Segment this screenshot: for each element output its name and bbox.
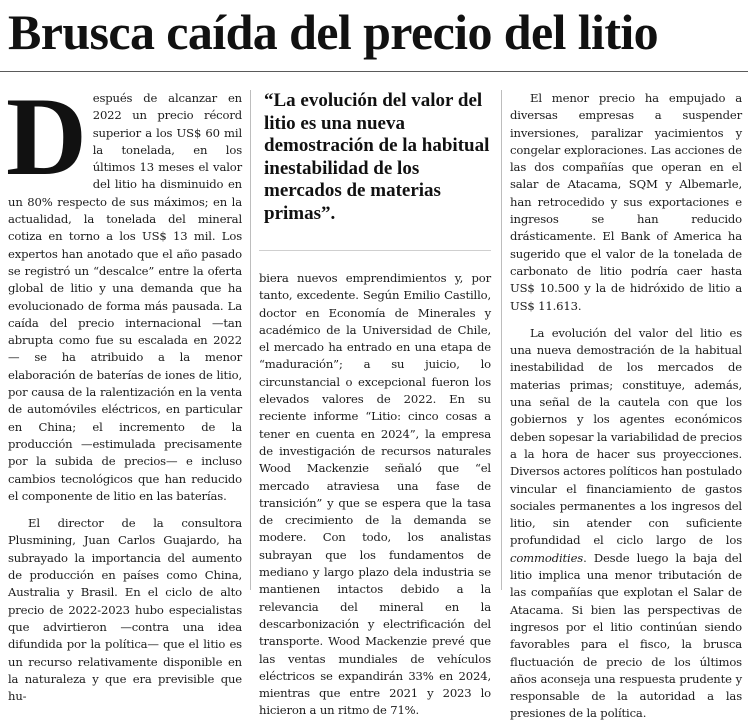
column-divider-1 — [250, 90, 251, 590]
paragraph-1-text: espués de alcanzar en 2022 un precio récord superior a los US$ 60 mil la tonelada, en los últimos 13 meses el valor del litio ha disminuido en un 80% respecto de sus máximos; en la actualidad, la tonelada del mineral cotiza en torno a los US$ 13 mil. Los expertos han anotado que el año pasado se registró un “descalce” entre la oferta global de litio y una demanda que ha evolucionado de forma más pausada. La caída del precio internacional —tan abrupta como fue su escalada en 2022 — se ha atribuido a la menor elaboración de baterías de iones de litio, por causa de la ralentización en la venta de automóviles eléctricos, en particular en China; el incremento de la producción —estimulada precisamente por la subida de precios— e incluso cambios tecnológicos que han reducido el componente de litio en las baterías. — [8, 91, 242, 503]
pull-quote: “La evolución del valor del litio es una nueva demostración de la habitual inestabilidad de los mercados de materias primas”. — [264, 90, 490, 224]
pull-quote-rule — [259, 250, 491, 251]
drop-cap: D — [6, 75, 87, 199]
paragraph-4: El menor precio ha empujado a diversas empresas a suspender inversiones, paralizar yacimientos y congelar exploraciones. Las acciones de las dos compañías que operan en el salar de Atacama, SQM y Albemarle, han retrocedido y sus exportaciones e ingresos se han reducido drásticamente. El Bank of America ha sugerido que el valor de la tonelada de carbonato de litio podría caer hasta US$ 10.500 y la de hidróxido de litio a US$ 11.613. — [510, 91, 742, 313]
column-2 — [259, 270, 491, 718]
paragraph-5-text-b: . Desde luego la baja del litio implica una menor tributación de las compañías que explotan el Salar de Atacama. Si bien las perspectivas de ingresos por el litio continúan siendo favorables para el fisco, la brusca fluctuación de precio de los últimos años aconseja una respuesta prudente y responsable de la autoridad a las presiones de la política. — [510, 550, 742, 721]
paragraph-5-text-a: La evolución del valor del litio es una nueva demostración de la habitual inestabilidad de los mercados de materias primas; constituye, además, una señal de la cautela con que los gobiernos y los agentes económicos deben sopesar la variabilidad de precios a la hora de hacer sus proyecciones. Diversos actores políticos han postulado vincular el financiamiento de gastos sociales permanentes a los ingresos del litio, sin atender con suficiente profundidad el ciclo largo de los — [510, 325, 742, 548]
paragraph-2: El director de la consultora Plusmining, Juan Carlos Guajardo, ha subrayado la importancia del aumento de producción en países como China, Australia y Brasil. En el ciclo de alto precio de 2022-2023 hubo especialistas que advirtieron —contra una idea difundida por la política— que el litio es un recurso relativamente disponible en la naturaleza y que era previsible que hu- — [8, 516, 242, 704]
paragraph-5 — [510, 325, 742, 723]
column-divider-2 — [501, 90, 502, 590]
headline: Brusca caída del precio del litio — [8, 4, 659, 60]
paragraph-3: biera nuevos emprendimientos y, por tanto, excedente. Según Emilio Castillo, doctor en Economía de Minerales y académico de la Universidad de Chile, el mercado ha entrado en una etapa de “maduración”; a su juicio, lo circunstancial o excepcional fueron los elevados valores de 2022. En su reciente informe “Litio: cinco cosas a tener en cuenta en 2024”, la empresa de investigación de recursos naturales Wood Mackenzie señaló que “el mercado atraviesa una fase de transición” y que se espera que la tasa de crecimiento de la demanda se modere. Con todo, los analistas subrayan que los fundamentos de mediano y largo plazo dela industria se mantienen intactos debido a la relevancia del mineral en la descarbonización y electrificación del transporte. Wood Mackenzie prevé que las ventas mundiales de vehículos eléctricos se expandirán 33% en 2024, mientras que entre 2021 y 2023 lo hicieron a un ritmo de 71%. — [259, 271, 491, 718]
column-1 — [6, 75, 242, 704]
paragraph-1 — [6, 75, 242, 505]
column-3 — [510, 90, 742, 721]
headline-rule — [0, 71, 748, 72]
commodities-term: commodities — [510, 550, 584, 565]
